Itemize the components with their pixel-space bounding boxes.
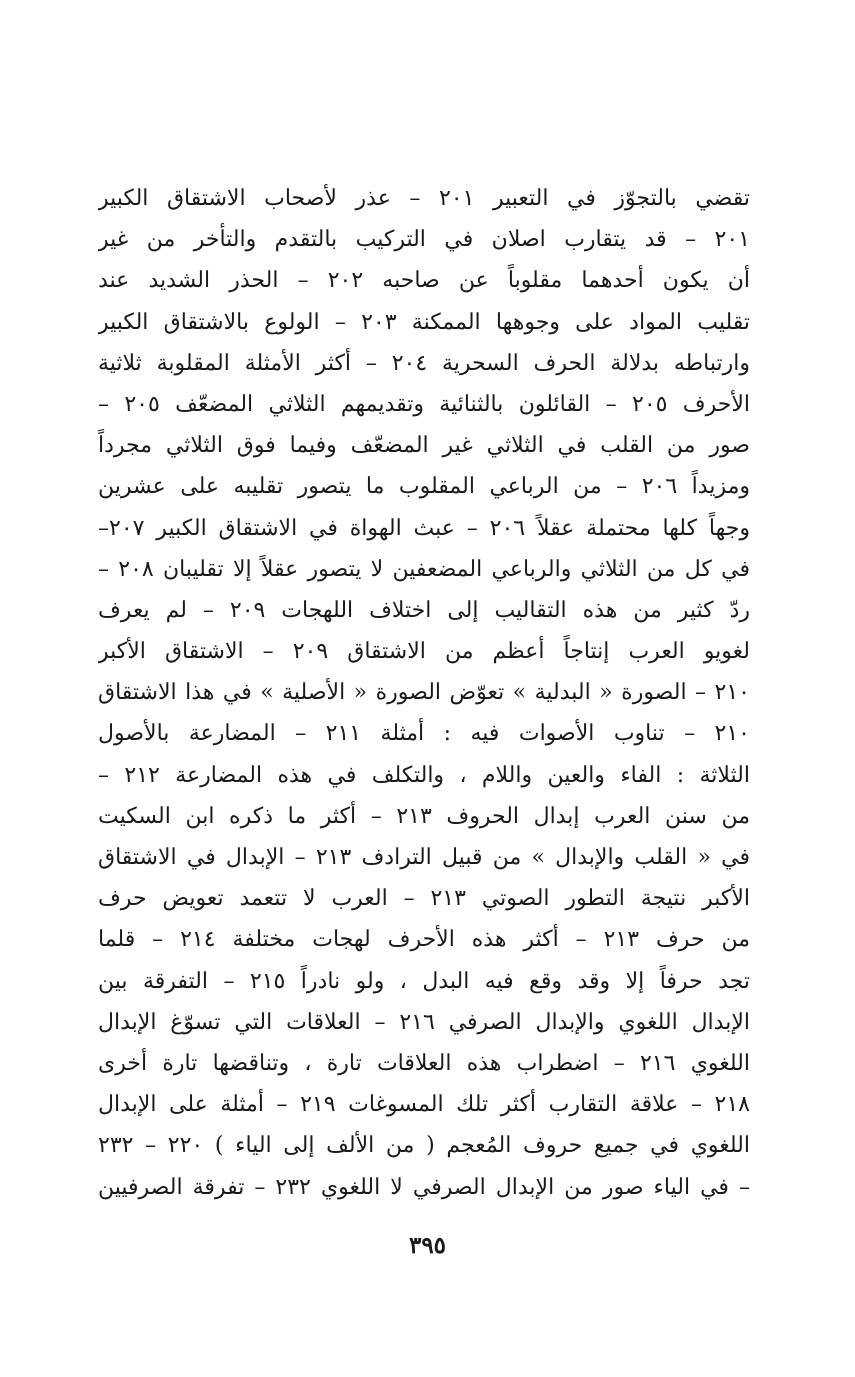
text-line: اللغوي في جميع حروف المُعجم ( من الألف إلى الياء ) ٢٢٠ – ٢٣٢ xyxy=(98,1133,750,1159)
text-line: تقضي بالتجوّز في التعبير ٢٠١ – عذر لأصحاب الاشتقاق الكبير xyxy=(98,186,750,211)
text-line: وجهاً كلها محتملة عقلاً ٢٠٦ – عبث الهواة في الاشتقاق الكبير ٢٠٧– xyxy=(98,515,750,541)
text-line: لغويو العرب إنتاجاً أعظم من الاشتقاق ٢٠٩ – الاشتقاق الأكبر xyxy=(98,639,750,665)
text-line: تقليب المواد على وجوهها الممكنة ٢٠٣ – الولوع بالاشتقاق الكبير xyxy=(98,309,750,335)
text-line: الإبدال اللغوي والإبدال الصرفي ٢١٦ – العلاقات التي تسوّغ الإبدال xyxy=(98,1009,750,1035)
text-line: ٢١٠ – تناوب الأصوات فيه : أمثلة ٢١١ – المضارعة بالأصول xyxy=(98,721,750,747)
text-line: تجد حرفاً إلا وقد وقع فيه البدل ، ولو نادراً ٢١٥ – التفرقة بين xyxy=(98,968,750,994)
text-line: من حرف ٢١٣ – أكثر هذه الأحرف لهجات مختلفة ٢١٤ – قلما xyxy=(98,927,750,953)
text-line: – في الياء صور من الإبدال الصرفي لا اللغوي ٢٣٢ – تفرقة الصرفيين xyxy=(98,1174,750,1200)
text-line: ومزيداً ٢٠٦ – من الرباعي المقلوب ما يتصور تقليبه على عشرين xyxy=(98,474,750,500)
text-line: الثلاثة : الفاء والعين واللام ، والتكلف في هذه المضارعة ٢١٢ – xyxy=(98,762,750,788)
text-line: ٢١٠ – الصورة « البدلية » تعوّض الصورة « الأصلية » في هذا الاشتقاق xyxy=(98,680,750,706)
index-text-block xyxy=(98,178,750,1208)
text-line: ٢١٨ – علاقة التقارب أكثر تلك المسوغات ٢١٩ – أمثلة على الإبدال xyxy=(98,1092,750,1118)
text-line: في « القلب والإبدال » من قبيل الترادف ٢١٣ – الإبدال في الاشتقاق xyxy=(98,845,750,870)
text-line: الأكبر نتيجة التطور الصوتي ٢١٣ – العرب لا تتعمد تعويض حرف xyxy=(98,886,750,912)
text-line: في كل من الثلاثي والرباعي المضعفين لا يتصور عقلاً إلا تقليبان ٢٠٨ – xyxy=(98,556,750,582)
text-line: صور من القلب في الثلاثي غير المضعّف وفيما فوق الثلاثي مجرداً xyxy=(98,433,750,459)
text-line: اللغوي ٢١٦ – اضطراب هذه العلاقات تارة ، وتناقضها تارة أخرى xyxy=(98,1050,750,1076)
text-line: وارتباطه بدلالة الحرف السحرية ٢٠٤ – أكثر الأمثلة المقلوبة ثلاثية xyxy=(98,350,750,376)
text-line: الأحرف ٢٠٥ – القائلون بالثنائية وتقديمهم الثلاثي المضعّف ٢٠٥ – xyxy=(98,391,750,417)
text-line: أن يكون أحدهما مقلوباً عن صاحبه ٢٠٢ – الحذر الشديد عند xyxy=(98,268,750,294)
text-line: ٢٠١ – قد يتقارب اصلان في التركيب بالتقدم والتأخر من غير xyxy=(98,227,750,253)
text-line: من سنن العرب إبدال الحروف ٢١٣ – أكثر ما ذكره ابن السكيت xyxy=(98,803,750,829)
page-number: ٣٩٥ xyxy=(408,1232,447,1259)
text-line: ردّ كثير من هذه التقاليب إلى اختلاف اللهجات ٢٠٩ – لم يعرف xyxy=(98,597,750,623)
